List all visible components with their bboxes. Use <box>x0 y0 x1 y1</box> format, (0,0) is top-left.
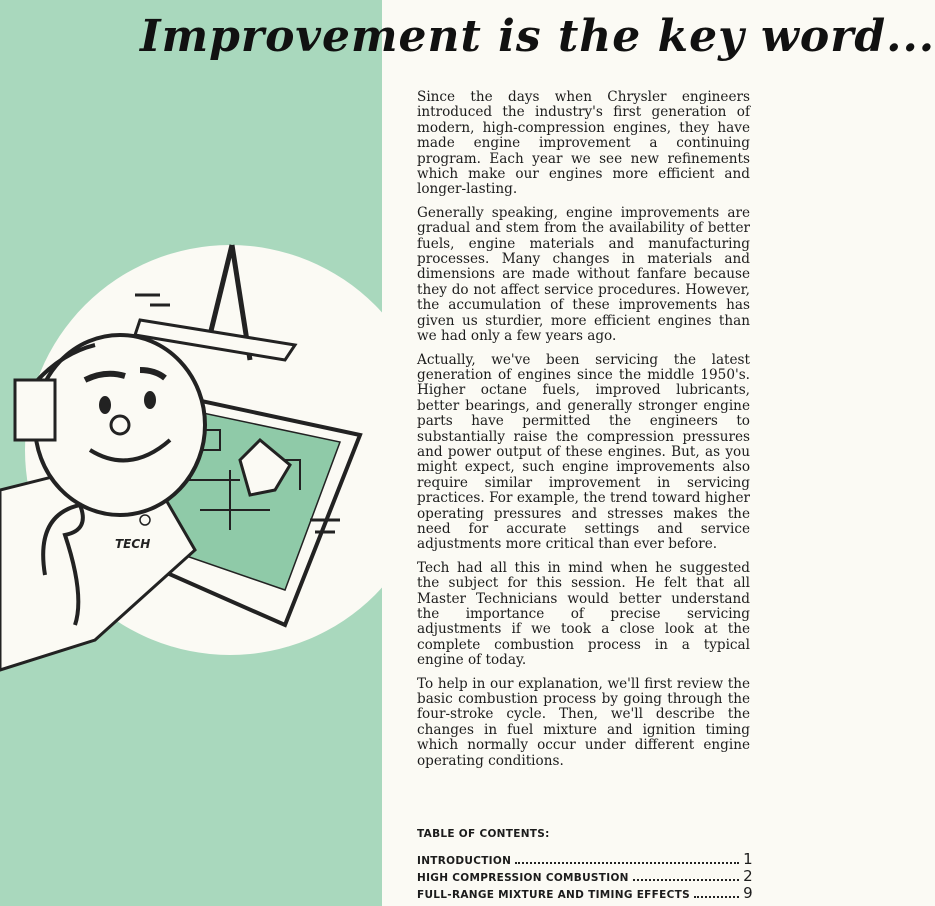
paragraph: Actually, we've been servicing the latest generation of engines since the middle 1950's. Higher octane fuels, improved lubricants, better bearings, and generally stronger engine parts have permitted the engineers to substantially raise the compression pressures and power output of these engines. But, as you might expect, such engine improvements also require similar improvement in servicing practices. For example, the trend toward higher operating pressures and stresses makes the need for accurate settings and service adjustments more critical than ever before. <box>417 351 750 553</box>
paragraph: Tech had all this in mind when he suggested the subject for this session. He felt that all Master Technicians would better understand the importance of precise servicing adjustments if we took a close look at the complete combustion process in a typical engine of today. <box>417 559 750 669</box>
toc-leader-dots <box>515 862 739 864</box>
toc-entry-label: HIGH COMPRESSION COMBUSTION <box>417 872 629 884</box>
toc-entry-page: 9 <box>743 884 753 902</box>
toc-entry-page: 1 <box>743 850 753 868</box>
paragraph: To help in our explanation, we'll first review the basic combustion process by going through the four-stroke cycle. Then, we'll describe the changes in fuel mixture and ignition timing which normally occur under different engine operating conditions. <box>417 675 750 769</box>
toc-heading: TABLE OF CONTENTS: <box>417 828 550 840</box>
table-of-contents <box>417 828 753 901</box>
toc-entry[interactable] <box>417 884 753 901</box>
article-body <box>417 90 750 777</box>
toc-leader-dots <box>694 896 739 898</box>
toc-leader-dots <box>633 879 739 881</box>
tech-badge-text: TECH <box>115 537 151 551</box>
page-title: Improvement is the key word... <box>140 11 935 62</box>
paragraph: Generally speaking, engine improvements are gradual and stem from the availability of better fuels, engine materials and manufacturing processes. Many changes in materials and dimensions are made without fanfare because they do not affect service procedures. However, the accumulation of these improvements has given us sturdier, more efficient engines than we had only a few years ago. <box>417 204 750 345</box>
toc-entry[interactable] <box>417 867 753 884</box>
tech-cartoon-illustration <box>0 220 382 700</box>
toc-entry-page: 2 <box>743 867 753 885</box>
toc-entry-label: INTRODUCTION <box>417 855 512 867</box>
toc-entry-label: FULL-RANGE MIXTURE AND TIMING EFFECTS <box>417 889 690 901</box>
paragraph: Since the days when Chrysler engineers introduced the industry's first generation of modern, high-compression engines, they have made engine improvement a continuing program. Each year we see new refinements which make our engines more efficient and longer-lasting. <box>417 89 750 198</box>
toc-entry[interactable] <box>417 850 753 867</box>
